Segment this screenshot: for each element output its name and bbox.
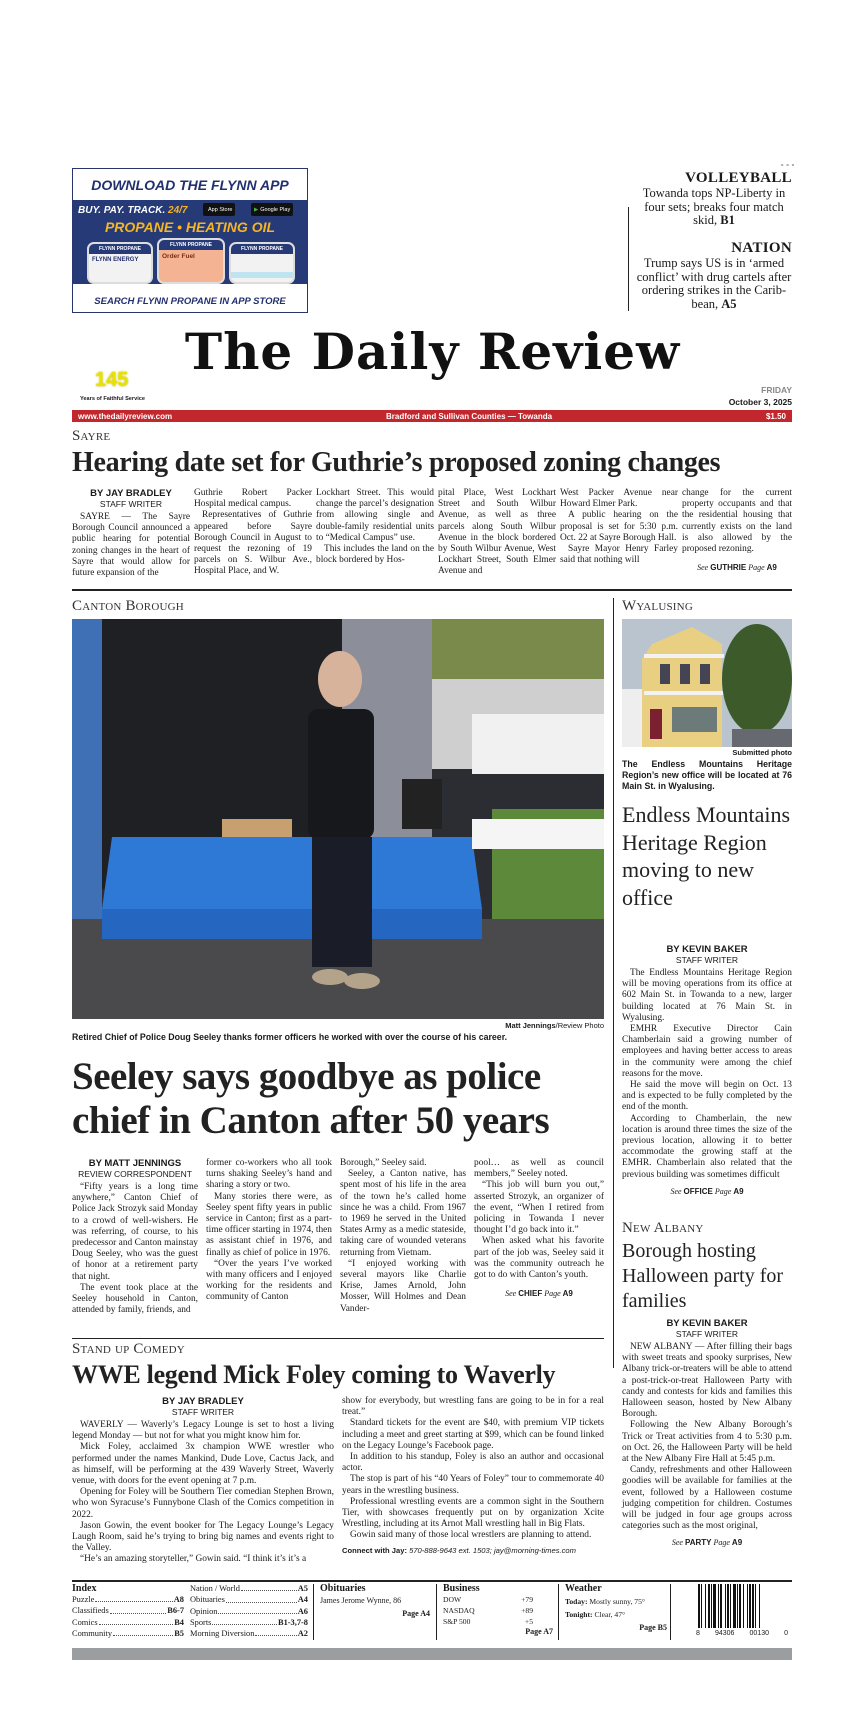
website-link[interactable]: www.thedailyreview.com bbox=[78, 411, 173, 421]
kicker-sayre: Sayre bbox=[72, 428, 111, 444]
article-text bbox=[682, 488, 792, 555]
barcode-bar bbox=[698, 1584, 700, 1628]
barcode-bar bbox=[733, 1584, 736, 1628]
ad-banner bbox=[73, 200, 307, 284]
barcode-bar bbox=[747, 1584, 748, 1628]
paragraph: show for everybody, but wrestling fans are going to be in for a real treat.” bbox=[342, 1396, 604, 1418]
paragraph: This includes the land on the block bordered by Hos- bbox=[316, 544, 434, 566]
paragraph: former co-workers who all took turns shaking Seeley’s hand and sharing a story or two. bbox=[206, 1158, 332, 1191]
business-title: Business bbox=[443, 1583, 480, 1594]
ad-tagline-white: BUY. PAY. TRACK. bbox=[78, 205, 166, 216]
issue-date: October 3, 2025 bbox=[728, 397, 792, 407]
canton-col-3 bbox=[340, 1158, 466, 1315]
connect-line: Connect with Jay: 570-888-9643 ext. 1503; jay@morning-times.com bbox=[342, 1545, 576, 1555]
barcode-bar bbox=[720, 1584, 722, 1628]
byline-title: STAFF WRITER bbox=[675, 955, 739, 965]
photo-seeley-retirement[interactable] bbox=[72, 619, 604, 1019]
paragraph: Many stories there were, as Seeley spent fifty years in public service in Canton; first as a part-time officer starting in 1974, then as assistant chief in 1976, and finally as chief of police in 1976. bbox=[206, 1191, 332, 1258]
google-play-label: Google Play bbox=[260, 206, 291, 213]
article-text bbox=[474, 1158, 604, 1281]
paragraph: The stop is part of his “40 Years of Foley” tour to commemorate 40 years in the wrestling business. bbox=[342, 1474, 604, 1496]
phone-order-fuel: Order Fuel bbox=[159, 250, 223, 284]
byline: BY MATT JENNINGS bbox=[88, 1158, 182, 1169]
anniversary-text: Years of Faithful Service bbox=[80, 396, 145, 402]
flynn-app-ad[interactable] bbox=[72, 168, 308, 313]
index-entry[interactable]: Sports B1-3,7-8 bbox=[190, 1617, 308, 1627]
play-icon: ▶ bbox=[254, 206, 259, 213]
paragraph: Professional wrestling events are a common sight in the Southern Tier, with showcases frequently put on by organization Xcite Wrestling, including at its Arnot Mall wrestling hall in Big Flats. bbox=[342, 1496, 604, 1530]
barcode-bar bbox=[730, 1584, 731, 1628]
paragraph: “Fifty years is a long time anywhere,” Canton Chief of Police Jack Strozyk said Monday to a crowd of well-wishers. He was referring, of course, to his predecessor and Canton mainstay Doug Seeley, who was the guest of honor at a retirement party that night. bbox=[72, 1182, 198, 1282]
paragraph: NEW ALBANY — After filling their bags with sweet treats and spooky surprises, New Albany trick-or-treaters will be able to attend a post-trick-or-treat Halloween Party with candy and contests for kids and families this Halloween season, hosted by New Albany Borough. bbox=[622, 1342, 792, 1420]
paragraph: Sayre Mayor Henry Farley said that nothing will bbox=[560, 544, 678, 566]
index-entry[interactable]: Puzzle A8 bbox=[72, 1595, 184, 1604]
obituaries-page: Page A4 bbox=[402, 1609, 430, 1618]
index-title: Index bbox=[72, 1583, 97, 1594]
phone-image-right bbox=[229, 242, 295, 284]
article-text bbox=[72, 1182, 198, 1316]
weather-title: Weather bbox=[565, 1583, 602, 1594]
anniversary-badge: 145 bbox=[95, 369, 129, 391]
jump-chief[interactable]: See CHIEF Page A9 bbox=[505, 1289, 573, 1299]
barcode-bar bbox=[725, 1584, 726, 1628]
index-entry[interactable]: Opinion A6 bbox=[190, 1606, 308, 1616]
phone-image-center bbox=[157, 238, 225, 284]
sayre-col-2 bbox=[194, 488, 312, 578]
phone-brand-right: FLYNN PROPANE bbox=[231, 244, 293, 254]
headline-sayre[interactable]: Hearing date set for Guthrie’s proposed zoning changes bbox=[72, 447, 721, 478]
price-label: $1.50 bbox=[765, 411, 786, 421]
barcode-bar bbox=[743, 1584, 744, 1628]
barcode-bar bbox=[752, 1584, 754, 1628]
sayre-col-6 bbox=[682, 488, 792, 572]
teaser-page: B1 bbox=[720, 213, 735, 227]
headline-new-albany[interactable]: Borough hosting Halloween party for families bbox=[622, 1240, 784, 1312]
article-text bbox=[622, 968, 792, 1181]
phone-brand-2: FLYNN ENERGY bbox=[92, 257, 139, 263]
masthead-info-bar bbox=[72, 410, 792, 422]
kicker-wyalusing: Wyalusing bbox=[622, 598, 693, 614]
paragraph: The event took place at the Seeley household in Canton, attended by family, friends, and bbox=[72, 1282, 198, 1316]
paragraph: Candy, refreshments and other Halloween goodies will be available for families at the event, followed by a Halloween costume judging competition for children. Costumes will be judged in four age groups across categories such as the most original, bbox=[622, 1465, 792, 1532]
market-row: S&P 500 +5 bbox=[443, 1617, 533, 1626]
kicker-canton: Canton Borough bbox=[72, 598, 184, 614]
byline: BY JAY BRADLEY bbox=[90, 488, 172, 499]
paragraph: pital Place, West Lockhart Street and South Wilbur Avenue, as well as three parcels along South Wilbur Avenue in the block bordered by South Wilbur Avenue, West Lockhart Street, South Elmer Avenue and bbox=[438, 488, 556, 577]
headline-foley[interactable]: WWE legend Mick Foley coming to Waverly bbox=[72, 1360, 556, 1389]
teaser-text: Towanda tops NP-Liberty in four sets; breaks four match skid, B1 bbox=[642, 186, 786, 227]
business-box[interactable] bbox=[443, 1583, 553, 1636]
market-row: NASDAQ +89 bbox=[443, 1606, 533, 1615]
issue-day: FRIDAY bbox=[761, 385, 792, 395]
byline: BY JAY BRADLEY bbox=[162, 1396, 244, 1407]
business-page: Page A7 bbox=[525, 1627, 553, 1636]
photo-credit-emhr: Submitted photo bbox=[732, 748, 792, 757]
ad-headline: DOWNLOAD THE FLYNN APP bbox=[91, 176, 289, 193]
photo-emhr-office[interactable] bbox=[622, 619, 792, 747]
phone-image-left bbox=[87, 242, 153, 284]
teaser-nation[interactable] bbox=[636, 240, 792, 311]
barcode-digits: 8 94306 00130 0 bbox=[696, 1630, 788, 1637]
index-right bbox=[190, 1583, 308, 1639]
canton-col-1 bbox=[72, 1158, 198, 1316]
region-label: Bradford and Sullivan Counties — Towanda bbox=[385, 411, 553, 421]
paragraph: Standard tickets for the event are $40, with premium VIP tickets including a meet and greet starting at $99, which can be found linked on the Legacy Lounge’s Facebook page. bbox=[342, 1418, 604, 1451]
photo-credit-seeley: Matt Jennings/Review Photo bbox=[505, 1021, 604, 1030]
index-entry[interactable]: Morning Diversion A2 bbox=[190, 1629, 308, 1639]
foley-col-2 bbox=[342, 1396, 604, 1555]
teaser-volleyball[interactable] bbox=[636, 170, 792, 228]
barcode-bar bbox=[708, 1584, 710, 1628]
paragraph: Guthrie Robert Packer Hospital medical campus. bbox=[194, 488, 312, 510]
paragraph: A public hearing on the proposal is set for 5:30 p.m. Oct. 22 at Sayre Borough Hall. bbox=[560, 510, 678, 543]
paragraph: Opening for Foley will be Southern Tier comedian Stephen Brown, who won Syracuse’s Funnybone Clash of the Comics competition in 2022. bbox=[72, 1487, 334, 1520]
ornament-dots: ∘∘∘ bbox=[780, 161, 797, 169]
barcode-bar bbox=[718, 1584, 719, 1628]
index-entry[interactable]: Classifieds B6-7 bbox=[72, 1606, 184, 1616]
index-left bbox=[72, 1583, 184, 1639]
byline: BY KEVIN BAKER bbox=[666, 944, 748, 955]
paragraph: change for the current property occupants and that the residential housing that currently exists on the land is also allowed by the proposed rezoning. bbox=[682, 488, 792, 555]
google-play-badge[interactable] bbox=[251, 203, 293, 216]
weather-box[interactable] bbox=[565, 1583, 667, 1632]
wyalusing-article bbox=[622, 944, 792, 1196]
kicker-new-albany: New Albany bbox=[622, 1220, 704, 1236]
footer-bar bbox=[72, 1648, 792, 1660]
paragraph: “He’s an amazing storyteller,” Gowin said. “I think it’s it’s a bbox=[80, 1554, 307, 1565]
photo-caption-emhr: The Endless Mountains Heritage Region’s new office will be located at 76 Main St. in Wyalusing. bbox=[622, 759, 792, 791]
weather-page: Page B5 bbox=[639, 1623, 667, 1632]
index-entry[interactable]: Obituaries A4 bbox=[190, 1595, 308, 1605]
paragraph: Jason Gowin, the event booker for The Legacy Lounge’s Legacy Laugh Room, said he’s trying to bring big names and events right to the Valley. bbox=[72, 1520, 334, 1554]
ad-tagline bbox=[78, 205, 188, 216]
foley-col-1 bbox=[72, 1396, 334, 1566]
sayre-col-3 bbox=[316, 488, 434, 566]
paragraph: The Endless Mountains Heritage Region will be moving operations from its office at 602 Main St. in Towanda to a new, larger building located at 76 Main St. in Wyalusing. bbox=[622, 968, 792, 1023]
barcode bbox=[692, 1584, 792, 1644]
paragraph: Mick Foley, acclaimed 3x champion WWE wrestler who performed under the names Mankind, Dude Love, Cactus Jack, and as himself, will be performing at the 439 Waverly Street, Waverly venue, with doors for the event opening at 7 p.m. bbox=[72, 1442, 334, 1487]
paragraph: According to Chamberlain, the new location is around three times the size of the previous location, allowing it to better accommodate the growing staff at the EMHR. Chamberlain also related that the previous building was sometimes difficult bbox=[622, 1113, 792, 1180]
paragraph: In addition to his standup, Foley is also an author and occasional actor. bbox=[342, 1452, 604, 1474]
masthead-title[interactable]: The Daily Review bbox=[184, 322, 681, 381]
jump-office[interactable]: See OFFICE Page A9 bbox=[670, 1186, 744, 1196]
index-entry[interactable]: Community B5 bbox=[72, 1628, 184, 1638]
article-text bbox=[622, 1342, 792, 1532]
obituaries-box[interactable] bbox=[320, 1583, 430, 1618]
paragraph: Lockhart Street. This would change the parcel’s designation from allowing single and double-family residential units to “Medical Campus” use. bbox=[316, 488, 434, 543]
barcode-bar bbox=[755, 1584, 756, 1628]
canton-col-4 bbox=[474, 1158, 604, 1298]
paragraph: EMHR Executive Director Cain Chamberlain said a growing number of employees and having better access to areas in the community were among the chief reasons for the move. bbox=[622, 1024, 792, 1079]
ad-search-text: SEARCH FLYNN PROPANE IN APP STORE bbox=[94, 296, 286, 307]
paragraph: When asked what his favorite part of the job was, Seeley said it was the community outreach he got to do with Canton’s youth. bbox=[474, 1236, 604, 1281]
headline-wyalusing[interactable]: Endless Mountains Heritage Region moving to new office bbox=[622, 802, 791, 910]
weather-tonight: Tonight: Clear, 47° bbox=[565, 1610, 626, 1619]
paragraph: He said the move will begin on Oct. 13 and is expected to be fully completed by the end of the month. bbox=[622, 1080, 792, 1113]
teaser-label: NATION bbox=[731, 240, 792, 256]
paragraph: Following the New Albany Borough’s Trick or Treat activities from 4 to 5:30 p.m. on Oct. 26, the Halloween Party will be held at the New Albany Fire Hall at 5:45 p.m. bbox=[622, 1420, 792, 1465]
teaser-page: A5 bbox=[721, 296, 737, 311]
paragraph: Gowin said many of those local wrestlers are planning to attend. bbox=[350, 1530, 592, 1541]
canton-col-2 bbox=[206, 1158, 332, 1304]
sayre-col-5 bbox=[560, 488, 678, 566]
barcode-bar bbox=[705, 1584, 706, 1628]
paragraph: “I enjoyed working with several mayors like Charlie Krise, James Arnold, John Mosser, Will Holmes and Dean Vander- bbox=[340, 1258, 466, 1314]
phone-field bbox=[231, 272, 293, 278]
market-row: DOW +79 bbox=[443, 1595, 533, 1604]
paragraph: “This job will burn you out,” asserted Strozyk, an organizer of the event, “When I retired from policing in Towanda I never thought I’d go back into it.” bbox=[474, 1180, 604, 1236]
barcode-bars bbox=[692, 1584, 792, 1630]
weather-today: Today: Mostly sunny, 75° bbox=[565, 1597, 645, 1606]
paragraph: “Over the years I’ve worked with many officers and I enjoyed working for the residents and community of Canton bbox=[206, 1258, 332, 1303]
barcode-bar bbox=[737, 1584, 738, 1628]
seeley-photo-illustration bbox=[72, 619, 604, 1019]
paragraph: WAVERLY — Waverly’s Legacy Lounge is set to host a living legend Monday — but not for what you might know him for. bbox=[72, 1420, 334, 1442]
paragraph: Representatives of Guthrie appeared before Sayre Borough Council in August to request the rezoning of 19 parcels on S. Wilbur Ave., Hospital Place, and W. bbox=[194, 510, 312, 577]
teaser-label: VOLLEYBALL bbox=[685, 170, 792, 186]
barcode-bar bbox=[713, 1584, 716, 1628]
teaser-text: Trump says US is in ‘armed conflict’ with drug cartels after ordering strikes in the Carib-bean, A5 bbox=[636, 256, 792, 311]
contact-info[interactable]: 570-888-9643 ext. 1503; jay@morning-times.com bbox=[409, 1545, 576, 1555]
ad-tagline-accent: 24/7 bbox=[168, 205, 188, 216]
sayre-col-4 bbox=[438, 488, 556, 578]
byline-title: REVIEW CORRESPONDENT bbox=[78, 1169, 192, 1179]
phone-brand-left: FLYNN PROPANE bbox=[89, 244, 151, 254]
obituaries-title: Obituaries bbox=[320, 1583, 366, 1594]
byline-title: STAFF WRITER bbox=[675, 1329, 739, 1339]
app-store-badge[interactable] bbox=[203, 203, 235, 216]
paragraph: SAYRE — The Sayre Borough Council announced a public hearing for potential zoning changes in the heart of Sayre that would allow for future expansion of the bbox=[72, 512, 190, 579]
article-text bbox=[342, 1396, 604, 1542]
phone-brand-center: FLYNN PROPANE bbox=[159, 240, 223, 250]
paragraph: Borough,” Seeley said. bbox=[340, 1158, 427, 1168]
barcode-bar bbox=[711, 1584, 712, 1628]
barcode-bar bbox=[759, 1584, 760, 1628]
headline-canton[interactable]: Seeley says goodbye as police chief in Canton after 50 years bbox=[72, 1055, 550, 1142]
new-albany-article bbox=[622, 1318, 792, 1547]
jump-guthrie[interactable]: See GUTHRIE Page A9 bbox=[697, 563, 777, 573]
sayre-col-1 bbox=[72, 488, 190, 579]
jump-party[interactable]: See PARTY Page A9 bbox=[671, 1538, 743, 1548]
article-text bbox=[72, 1420, 334, 1566]
barcode-bar bbox=[749, 1584, 751, 1628]
barcode-bar bbox=[701, 1584, 702, 1628]
byline-title: STAFF WRITER bbox=[171, 1407, 235, 1417]
barcode-bar bbox=[727, 1584, 729, 1628]
byline: BY KEVIN BAKER bbox=[666, 1318, 748, 1329]
article-text bbox=[72, 512, 190, 579]
paragraph: pool… as well as council members,” Seeley noted. bbox=[474, 1158, 604, 1180]
byline-title: STAFF WRITER bbox=[99, 499, 163, 509]
index-entry[interactable]: Nation / World A5 bbox=[190, 1584, 308, 1593]
paragraph: Seeley, a Canton native, has spent most of his life in the area of the town he’s called home since he was a child. From 1967 to 1969 he served in the United States Army as a medic stateside, taking care of wounded veterans returning from Vietnam. bbox=[340, 1169, 466, 1258]
obituary-name: James Jerome Wynne, 86 bbox=[320, 1596, 402, 1605]
kicker-foley: Stand up Comedy bbox=[72, 1341, 185, 1357]
barcode-bar bbox=[739, 1584, 741, 1628]
paragraph: West Packer Avenue near Howard Elmer Park. bbox=[560, 488, 678, 510]
photo-caption-seeley: Retired Chief of Police Doug Seeley thanks former officers he worked with over the course of his career. bbox=[72, 1032, 508, 1042]
index-entry[interactable]: Comics B4 bbox=[72, 1617, 184, 1627]
app-store-label: App Store bbox=[208, 206, 233, 213]
emhr-building-illustration bbox=[622, 619, 792, 747]
ad-products: PROPANE • HEATING OIL bbox=[104, 219, 276, 235]
